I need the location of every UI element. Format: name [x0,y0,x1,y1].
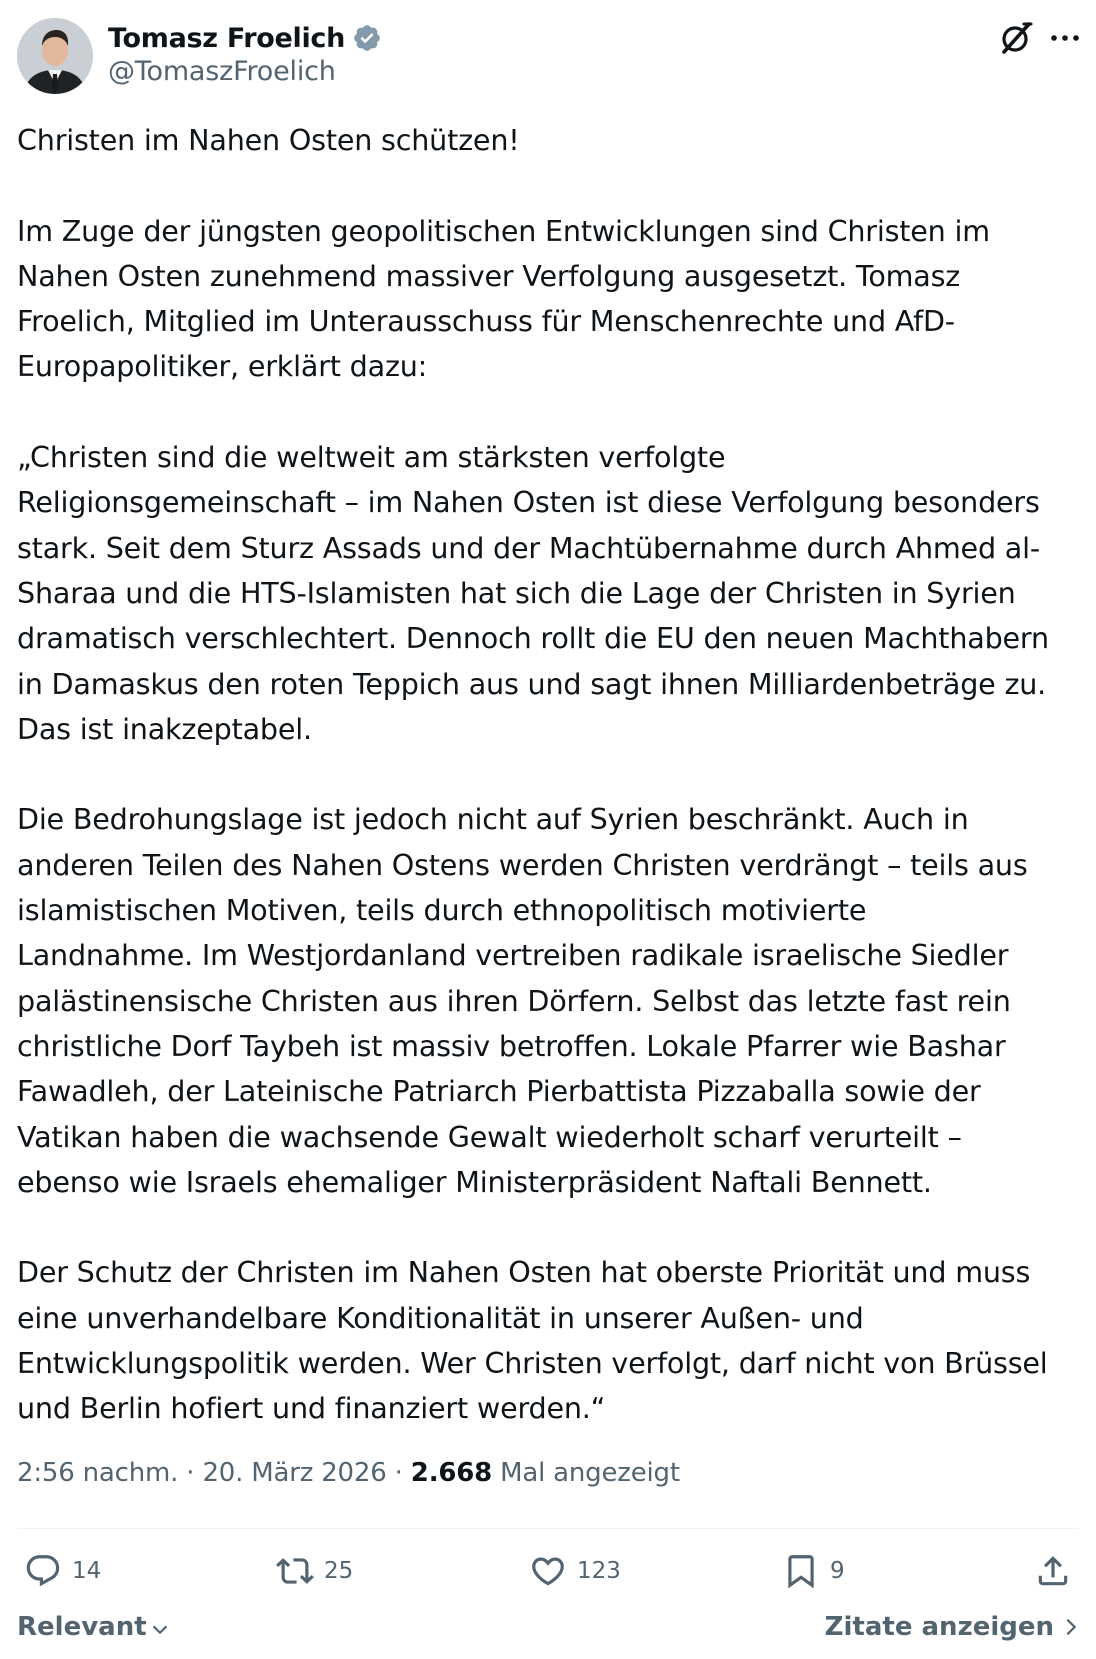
avatar[interactable] [17,18,93,94]
repost-button[interactable] [276,1549,353,1593]
tweet-text-line: Vatikan haben die wachsende Gewalt wiederholt scharf verurteilt – [17,1119,962,1154]
tweet-text-line: islamistischen Motiven, teils durch ethnopolitisch motivierte [17,893,867,928]
reply-button[interactable] [24,1549,101,1593]
view-count-label: Mal angezeigt [492,1458,680,1488]
tweet-text-line: anderen Teilen des Nahen Ostens werden Christen verdrängt – teils aus [17,847,1028,882]
bookmark-button[interactable] [782,1549,845,1593]
meta-separator: · [386,1458,411,1488]
tweet-text-line: stark. Seit dem Sturz Assads und der Machtübernahme durch Ahmed al- [17,530,1040,565]
tweet-text-line: Das ist inakzeptabel. [17,711,312,746]
tweet-text-line: Die Bedrohungslage ist jedoch nicht auf Syrien beschränkt. Auch in [17,802,969,837]
reply-icon [24,1552,62,1590]
author-name-row[interactable] [108,18,382,58]
tweet-text-line: Fawadleh, der Lateinische Patriarch Pierbattista Pizzaballa sowie der [17,1074,981,1109]
tweet-text-line: Entwicklungspolitik werden. Wer Christen verfolgt, darf nicht von Brüssel [17,1346,1048,1381]
view-quotes-link[interactable] [825,1612,1082,1642]
heart-icon [529,1552,567,1590]
repost-count: 25 [324,1558,354,1584]
verified-badge-icon[interactable] [352,23,382,53]
tweet-text-line: Der Schutz der Christen im Nahen Osten hat oberste Priorität und muss [17,1255,1031,1290]
tweet-text [17,118,1087,1432]
tweet-text-line: Nahen Osten zunehmend massiver Verfolgung ausgesetzt. Tomasz [17,258,961,293]
like-count: 123 [577,1558,621,1584]
chevron-right-icon [1060,1616,1082,1638]
tweet-paragraph [17,797,1087,1205]
tweet-text-line: palästinensische Christen aus ihren Dörfern. Selbst das letzte fast rein [17,983,1011,1018]
tweet-text-line: „Christen sind die weltweit am stärksten verfolgte [17,440,726,475]
tweet-text-line: ebenso wie Israels ehemaliger Ministerpräsident Naftali Bennett. [17,1164,932,1199]
tweet-text-line: dramatisch verschlechtert. Dennoch rollt die EU den neuen Machthabern [17,621,1049,656]
tweet-text-line: Sharaa und die HTS-Islamisten hat sich die Lage der Christen in Syrien [17,575,1016,610]
sort-replies-dropdown[interactable] [17,1612,171,1642]
sort-label: Relevant [17,1612,147,1642]
tweet-text-line: in Damaskus den roten Teppich aus und sagt ihnen Milliardenbeträge zu. [17,666,1047,701]
chevron-down-icon [149,1619,171,1641]
divider [17,1528,1079,1529]
more-icon[interactable] [1048,26,1082,50]
bookmark-icon [782,1552,820,1590]
tweet-paragraph [17,435,1087,752]
tweet-text-line: Europapolitiker, erklärt dazu: [17,349,428,384]
bookmark-count: 9 [830,1558,845,1584]
grok-icon[interactable] [996,18,1036,58]
tweet-paragraph [17,118,1087,163]
like-button[interactable] [529,1549,621,1593]
quotes-label: Zitate anzeigen [824,1612,1054,1642]
tweet-paragraph [17,1250,1087,1431]
share-icon [1034,1552,1072,1590]
tweet-text-line: und Berlin hofiert und finanziert werden.“ [17,1391,606,1426]
tweet-text-line: Im Zuge der jüngsten geopolitischen Entwicklungen sind Christen im [17,213,990,248]
tweet-text-line: Christen im Nahen Osten schützen! [17,123,520,157]
reply-count: 14 [72,1558,102,1584]
tweet-paragraph [17,209,1087,390]
tweet-text-line: Landnahme. Im Westjordanland vertreiben radikale israelische Siedler [17,938,1009,973]
tweet-text-line: eine unverhandelbare Konditionalität in unserer Außen- und [17,1300,864,1335]
share-button[interactable] [1034,1549,1072,1593]
tweet-text-line: christliche Dorf Taybeh ist massiv betroffen. Lokale Pfarrer wie Bashar [17,1028,1006,1063]
meta-separator: · [178,1458,203,1488]
repost-icon [276,1552,314,1590]
author-handle[interactable]: @TomaszFroelich [108,56,336,87]
tweet-date[interactable]: 20. März 2026 [202,1458,387,1488]
tweet-text-line: Religionsgemeinschaft – im Nahen Osten ist diese Verfolgung besonders [17,485,1040,520]
tweet-time[interactable]: 2:56 nachm. [17,1458,179,1488]
author-name[interactable]: Tomasz Froelich [108,22,346,54]
tweet-text-line: Froelich, Mitglied im Unterausschuss für Menschenrechte und AfD- [17,304,955,339]
view-count: 2.668 [410,1458,493,1488]
tweet-meta [17,1458,680,1488]
